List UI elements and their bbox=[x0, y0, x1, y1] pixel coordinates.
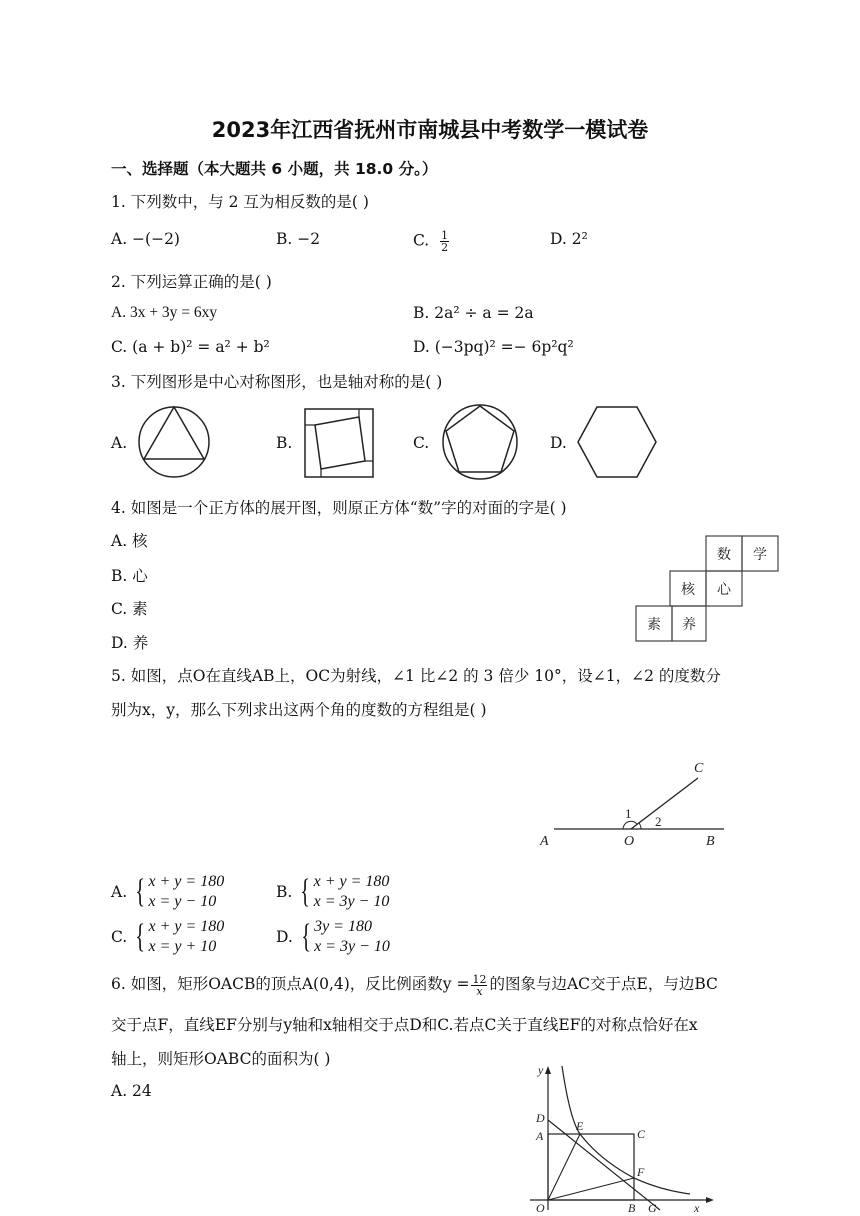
q6-option-a: A. 24 bbox=[111, 1082, 152, 1100]
page-title: 2023年江西省抚州市南城县中考数学一模试卷 bbox=[211, 118, 649, 142]
question-5-stem-line1: 5. 如图，点O在直线AB上，OC为射线，∠1 比∠2 的 3 倍少 10°，设∠1，∠2 的度数分 bbox=[111, 667, 721, 685]
q5-option-c bbox=[111, 917, 224, 957]
x-axis-label: x bbox=[694, 1201, 700, 1215]
question-2-stem: 2. 下列运算正确的是( ) bbox=[111, 273, 272, 291]
q4-option-c: C. 素 bbox=[111, 600, 148, 618]
question-5-stem-line2: 别为x，y，那么下列求出这两个角的度数的方程组是( ) bbox=[111, 701, 487, 719]
net-cell-yang: 养 bbox=[682, 618, 696, 633]
q2-option-c: C. (a + b)² = a² + b² bbox=[111, 338, 270, 356]
q4-option-a: A. 核 bbox=[111, 532, 148, 550]
q6-stem-part2: 的图象与边AC交于点E，与边BC bbox=[489, 975, 718, 993]
q5-option-d-label: D. bbox=[276, 928, 293, 946]
q6-fraction bbox=[471, 974, 487, 997]
point-b-label: B bbox=[628, 1201, 636, 1215]
angle-1-label: 1 bbox=[625, 806, 632, 821]
q5-option-a bbox=[111, 872, 224, 912]
q5-c-eq2: x = y + 10 bbox=[148, 938, 217, 955]
point-o-label: O bbox=[624, 834, 635, 849]
question-6-stem-line2: 交于点F，直线EF分别与y轴和x轴相交于点D和C.若点C关于直线EF的对称点恰好在x bbox=[111, 1016, 698, 1034]
q5-option-a-label: A. bbox=[111, 883, 128, 901]
point-c-label: C bbox=[694, 761, 704, 776]
q4-option-d: D. 养 bbox=[111, 634, 149, 652]
q5-option-d bbox=[276, 917, 390, 957]
net-cell-xin: 心 bbox=[717, 583, 731, 598]
q5-b-eq2: x = 3y − 10 bbox=[313, 893, 390, 910]
point-b-label: B bbox=[706, 834, 715, 849]
hexagon-figure bbox=[576, 405, 658, 479]
square-in-square-figure bbox=[303, 407, 375, 479]
fraction-denominator: x bbox=[476, 984, 483, 998]
question-4-stem: 4. 如图是一个正方体的展开图，则原正方体“数”字的对面的字是( ) bbox=[111, 499, 567, 517]
brace-icon: { bbox=[135, 873, 146, 910]
question-6-stem-line1 bbox=[111, 972, 718, 997]
point-a-label: A bbox=[540, 834, 549, 849]
circle-with-triangle-figure bbox=[136, 404, 212, 480]
point-a-label: A bbox=[536, 1129, 544, 1143]
q2-option-b: B. 2a² ÷ a = 2a bbox=[413, 304, 534, 322]
q5-b-eq1: x + y = 180 bbox=[313, 873, 390, 890]
q5-option-b bbox=[276, 872, 389, 912]
q5-a-eq2: x = y − 10 bbox=[148, 893, 217, 910]
q1-option-a: A. −(−2) bbox=[111, 230, 180, 248]
q1-option-b: B. −2 bbox=[276, 230, 321, 248]
angle-figure bbox=[534, 756, 734, 852]
question-1-stem: 1. 下列数中，与 2 互为相反数的是( ) bbox=[111, 193, 369, 211]
point-c-label: C bbox=[637, 1127, 646, 1141]
section-heading: 一、选择题（本大题共 6 小题，共 18.0 分。） bbox=[111, 160, 438, 178]
point-e-label: E bbox=[576, 1119, 584, 1133]
circle-with-pentagon-figure bbox=[440, 402, 520, 482]
fraction-numerator: 1 bbox=[441, 229, 449, 242]
q1-fraction bbox=[440, 230, 449, 253]
q5-d-eq1: 3y = 180 bbox=[314, 918, 372, 935]
q2-option-d: D. (−3pq)² =− 6p²q² bbox=[413, 338, 574, 356]
origin-label: O bbox=[536, 1201, 545, 1215]
q3-option-d: D. bbox=[550, 434, 567, 452]
net-cell-su: 素 bbox=[647, 618, 661, 633]
q5-option-b-label: B. bbox=[276, 883, 293, 901]
net-cell-he: 核 bbox=[681, 583, 695, 598]
q5-a-eq1: x + y = 180 bbox=[148, 873, 225, 890]
q2-option-a: A. 3x + 3y = 6xy bbox=[111, 304, 218, 321]
q1-option-c-label: C. bbox=[413, 231, 430, 250]
question-6-stem-line3: 轴上，则矩形OABC的面积为( ) bbox=[111, 1050, 331, 1068]
q5-d-eq2: x = 3y − 10 bbox=[314, 938, 390, 955]
net-cell-shu: 数 bbox=[717, 548, 731, 563]
point-g-label: G bbox=[648, 1201, 657, 1215]
coordinate-figure bbox=[520, 1060, 720, 1216]
y-axis-label: y bbox=[538, 1063, 544, 1077]
fraction-denominator: 2 bbox=[441, 241, 449, 254]
q5-c-eq1: x + y = 180 bbox=[148, 918, 225, 935]
q3-option-a: A. bbox=[111, 434, 128, 452]
q1-option-c bbox=[413, 230, 449, 253]
point-d-label: D bbox=[536, 1111, 545, 1125]
question-3-stem: 3. 下列图形是中心对称图形，也是轴对称的是( ) bbox=[111, 373, 443, 391]
q1-option-d: D. 2² bbox=[550, 230, 588, 248]
q3-option-b: B. bbox=[276, 434, 293, 452]
q3-option-c: C. bbox=[413, 434, 430, 452]
q5-option-c-label: C. bbox=[111, 928, 128, 946]
brace-icon: { bbox=[300, 873, 311, 910]
q4-option-b: B. 心 bbox=[111, 567, 148, 585]
point-f-label: F bbox=[637, 1165, 645, 1179]
q6-stem-part1: 6. 如图，矩形OACB的顶点A(0,4)，反比例函数y = bbox=[111, 975, 470, 993]
brace-icon: { bbox=[301, 918, 311, 955]
angle-2-label: 2 bbox=[655, 814, 662, 829]
cube-net-figure bbox=[634, 534, 782, 644]
fraction-numerator: 12 bbox=[472, 972, 487, 986]
net-cell-xue: 学 bbox=[753, 548, 767, 563]
brace-icon: { bbox=[135, 918, 146, 955]
